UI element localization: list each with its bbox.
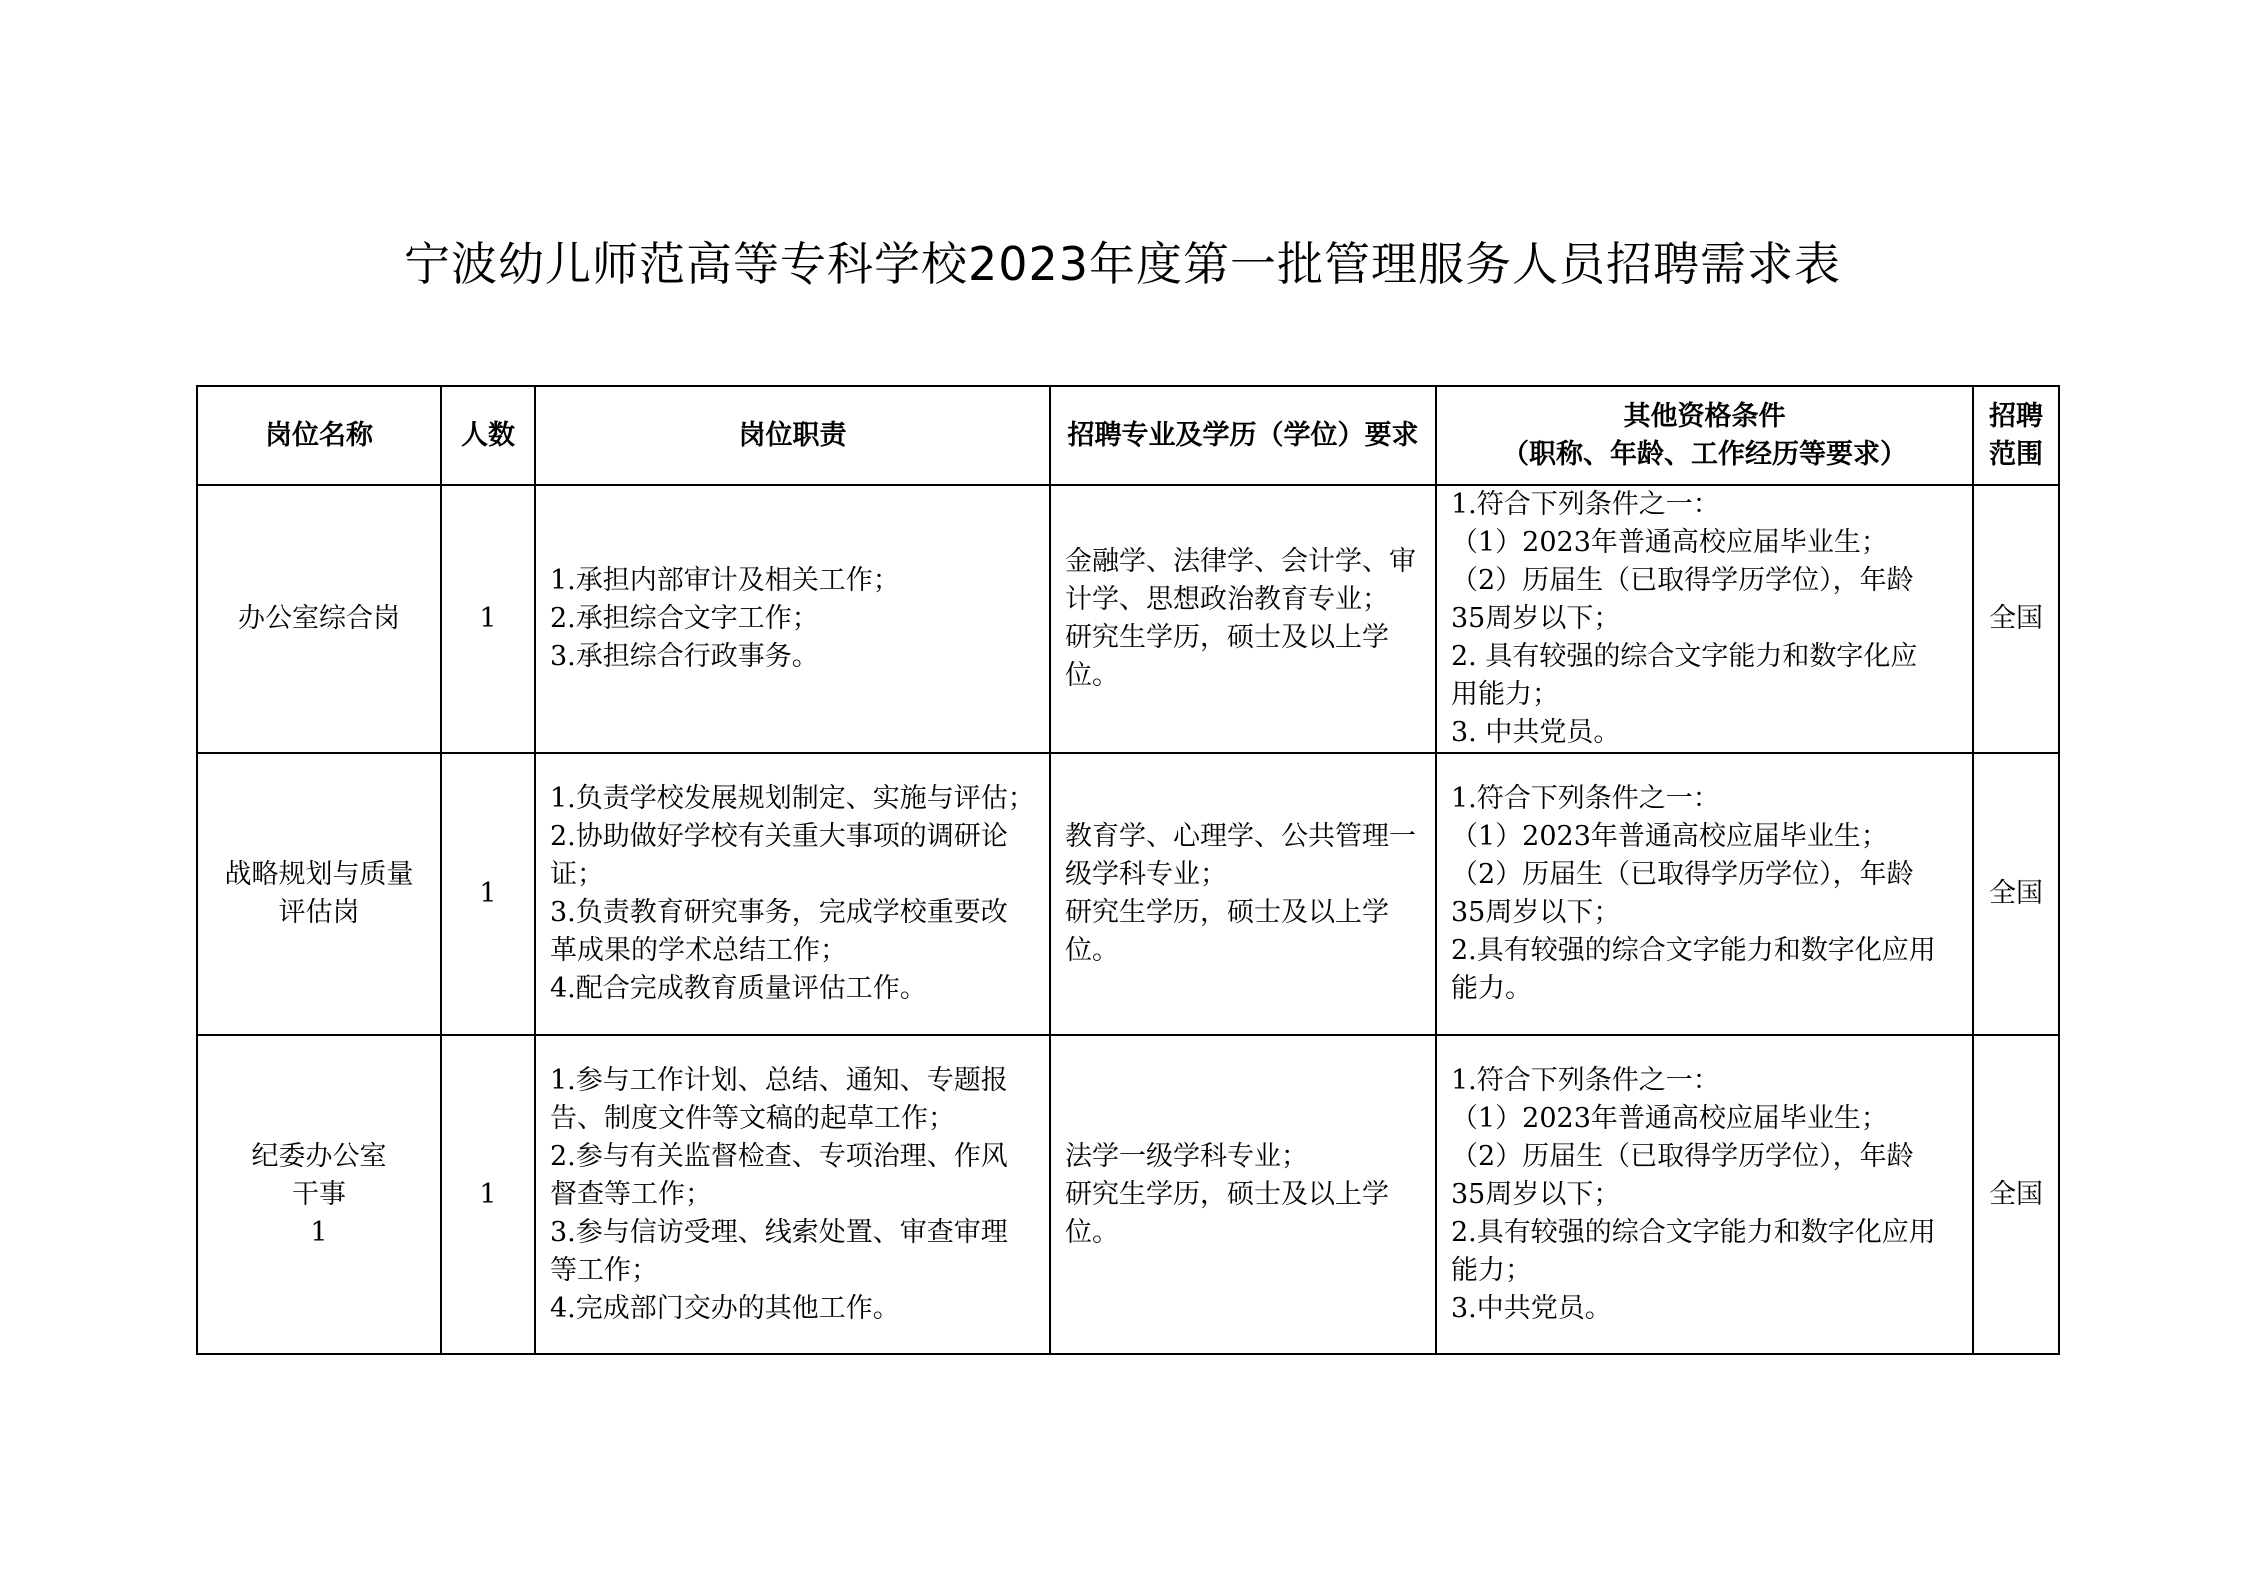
duty-line: 革成果的学术总结工作；	[550, 935, 847, 966]
condition-line: （1）2023年普通高校应届毕业生；	[1451, 527, 1888, 558]
condition-line: （1）2023年普通高校应届毕业生；	[1451, 1102, 1888, 1134]
duty-line: 告、制度文件等文稿的起草工作；	[550, 1102, 955, 1134]
duty-line: 1.负责学校发展规划制定、实施与评估；	[550, 783, 1035, 814]
header-major: 招聘专业及学历（学位）要求	[1050, 386, 1436, 485]
table-row	[197, 753, 2059, 1035]
major-line: 金融学、法律学、会计学、审	[1065, 546, 1416, 577]
major-line: 法学一级学科专业；	[1065, 1140, 1308, 1172]
condition-line: 2. 具有较强的综合文字能力和数字化应	[1451, 641, 1918, 672]
header-other-conditions	[1436, 386, 1973, 485]
major-line: 研究生学历，硕士及以上学	[1065, 897, 1389, 928]
position-line: 干事	[292, 1178, 346, 1210]
position-line: 纪委办公室	[251, 1140, 387, 1172]
condition-line: 35周岁以下；	[1451, 1178, 1621, 1210]
condition-line: 1.符合下列条件之一：	[1451, 1064, 1720, 1096]
header-scope-line1: 招聘	[1989, 400, 2043, 432]
condition-line: 1.符合下列条件之一：	[1451, 489, 1720, 520]
position-line: 1	[310, 1216, 328, 1248]
major-line: 级学科专业；	[1065, 859, 1227, 890]
condition-line: 能力；	[1451, 1254, 1532, 1286]
condition-line: 3. 中共党员。	[1451, 717, 1621, 748]
major-line: 位。	[1065, 935, 1119, 966]
header-other-line2: （职称、年龄、工作经历等要求）	[1502, 438, 1907, 470]
duty-line: 2.参与有关监督检查、专项治理、作风	[550, 1140, 1008, 1172]
major-cell	[1050, 485, 1436, 753]
major-line: 教育学、心理学、公共管理一	[1065, 821, 1416, 852]
other-conditions-cell	[1436, 1035, 1973, 1354]
position-line: 评估岗	[278, 897, 360, 928]
duty-line: 督查等工作；	[550, 1178, 712, 1210]
major-cell	[1050, 753, 1436, 1035]
other-conditions-cell	[1436, 753, 1973, 1035]
condition-line: 能力。	[1451, 973, 1532, 1004]
condition-line: （2）历届生（已取得学历学位），年龄	[1451, 1140, 1914, 1172]
duty-line: 3.负责教育研究事务，完成学校重要改	[550, 897, 1008, 928]
duty-line: 等工作；	[550, 1254, 658, 1286]
duty-line: 2.承担综合文字工作；	[550, 603, 819, 634]
duty-line: 4.完成部门交办的其他工作。	[550, 1292, 900, 1324]
duty-line: 3.承担综合行政事务。	[550, 641, 819, 672]
condition-line: 用能力；	[1451, 679, 1559, 710]
duty-line: 3.参与信访受理、线索处置、审查审理	[550, 1216, 1008, 1248]
condition-line: 1.符合下列条件之一：	[1451, 783, 1720, 814]
header-duties: 岗位职责	[535, 386, 1050, 485]
major-line: 研究生学历，硕士及以上学	[1065, 622, 1389, 653]
header-scope	[1973, 386, 2059, 485]
condition-line: 3.中共党员。	[1451, 1292, 1612, 1324]
table-row	[197, 1035, 2059, 1354]
position-cell	[197, 1035, 441, 1354]
duties-cell	[535, 753, 1050, 1035]
page-title: 宁波幼儿师范高等专科学校2023年度第一批管理服务人员招聘需求表	[403, 237, 1842, 291]
table-header-row	[197, 386, 2059, 485]
condition-line: （1）2023年普通高校应届毕业生；	[1451, 821, 1888, 852]
condition-line: 2.具有较强的综合文字能力和数字化应用	[1451, 1216, 1936, 1248]
condition-line: 2.具有较强的综合文字能力和数字化应用	[1451, 935, 1936, 966]
duty-line: 1.承担内部审计及相关工作；	[550, 565, 900, 596]
major-line: 位。	[1065, 1216, 1119, 1248]
header-other-line1: 其他资格条件	[1623, 400, 1786, 432]
table-row	[197, 485, 2059, 753]
major-line: 研究生学历，硕士及以上学	[1065, 1178, 1389, 1210]
condition-line: 35周岁以下；	[1451, 897, 1621, 928]
duties-cell	[535, 485, 1050, 753]
count-cell: 1	[441, 753, 535, 1035]
condition-line: （2）历届生（已取得学历学位），年龄	[1451, 859, 1914, 890]
scope-cell: 全国	[1973, 485, 2059, 753]
header-position: 岗位名称	[197, 386, 441, 485]
duty-line: 证；	[550, 859, 604, 890]
scope-cell: 全国	[1973, 1035, 2059, 1354]
position-line: 办公室综合岗	[238, 603, 400, 634]
count-cell: 1	[441, 1035, 535, 1354]
scope-cell: 全国	[1973, 753, 2059, 1035]
duties-cell	[535, 1035, 1050, 1354]
header-scope-line2: 范围	[1989, 438, 2043, 470]
position-cell	[197, 753, 441, 1035]
recruitment-table	[196, 385, 2060, 1355]
count-cell: 1	[441, 485, 535, 753]
other-conditions-cell	[1436, 485, 1973, 753]
major-cell	[1050, 1035, 1436, 1354]
duty-line: 2.协助做好学校有关重大事项的调研论	[550, 821, 1008, 852]
duty-line: 4.配合完成教育质量评估工作。	[550, 973, 927, 1004]
condition-line: （2）历届生（已取得学历学位），年龄	[1451, 565, 1914, 596]
position-line: 战略规划与质量	[224, 859, 414, 890]
condition-line: 35周岁以下；	[1451, 603, 1621, 634]
major-line: 位。	[1065, 660, 1119, 691]
major-line: 计学、思想政治教育专业；	[1065, 584, 1389, 615]
position-cell	[197, 485, 441, 753]
header-count: 人数	[441, 386, 535, 485]
duty-line: 1.参与工作计划、总结、通知、专题报	[550, 1064, 1008, 1096]
